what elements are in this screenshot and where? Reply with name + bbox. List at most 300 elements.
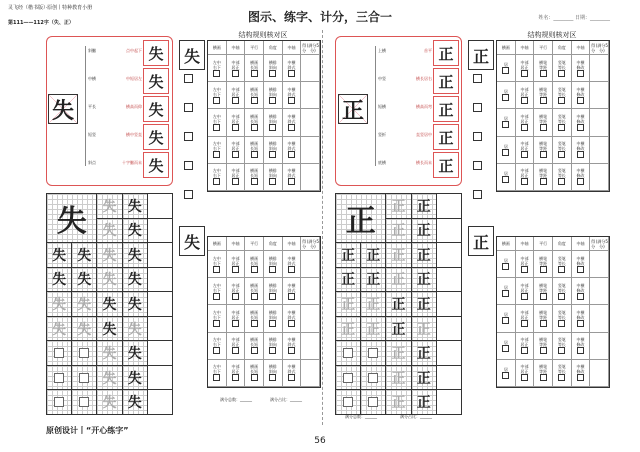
table-cell[interactable]: 左中 右下 (208, 360, 227, 387)
table-cell[interactable]: 中横 斜式 (283, 55, 302, 82)
checkbox[interactable] (232, 97, 239, 104)
practice-cell[interactable] (437, 341, 461, 365)
practice-cell[interactable]: 失 (123, 366, 147, 390)
table-cell[interactable]: 居 (497, 82, 516, 109)
table-cell[interactable]: 中部 居正 (227, 251, 246, 278)
table-cell[interactable]: 左中 右下 (208, 333, 227, 360)
checkbox[interactable] (502, 345, 509, 352)
practice-cell[interactable]: 失 (97, 341, 121, 365)
checkbox[interactable] (288, 70, 295, 77)
table-cell[interactable]: 竖笔 等长 (553, 251, 572, 278)
practice-cell[interactable]: 正 (386, 219, 410, 243)
tick-box[interactable] (184, 161, 193, 170)
checkbox[interactable] (521, 374, 528, 381)
checkbox[interactable] (251, 320, 258, 327)
table-cell[interactable]: 左中 右下 (208, 278, 227, 305)
table-cell[interactable]: 竖笔 等长 (553, 278, 572, 305)
checkbox[interactable] (521, 124, 528, 131)
table-cell[interactable]: 横排 斜向 (264, 55, 283, 82)
checkbox[interactable] (521, 178, 528, 185)
tick-box[interactable] (473, 190, 482, 199)
table-cell[interactable]: 中部 居正 (227, 333, 246, 360)
checkbox[interactable] (558, 374, 565, 381)
practice-cell[interactable]: 正 (361, 243, 385, 267)
table-cell[interactable]: 中部 居正 (516, 278, 535, 305)
table-cell[interactable]: 横画 长短 (245, 360, 264, 387)
table-cell[interactable]: 中横 斜式 (283, 82, 302, 109)
table-cell[interactable]: 横画 长短 (245, 251, 264, 278)
checkbox[interactable] (540, 347, 547, 354)
tick-box[interactable] (473, 74, 482, 83)
practice-cell[interactable]: 失 (97, 317, 121, 341)
table-cell[interactable]: 中横 斜式 (283, 278, 302, 305)
table-cell[interactable]: 中部 居正 (227, 278, 246, 305)
table-cell[interactable]: 横排 斜向 (264, 305, 283, 332)
practice-cell[interactable] (72, 341, 96, 365)
practice-cell[interactable]: 失 (97, 292, 121, 316)
table-cell[interactable]: 中横 修改 (572, 109, 591, 136)
practice-cell[interactable]: 失 (97, 219, 121, 243)
checkbox[interactable] (251, 266, 258, 273)
practice-cell[interactable] (148, 219, 172, 243)
practice-cell[interactable] (437, 390, 461, 414)
practice-cell[interactable]: 失 (72, 317, 96, 341)
practice-cell[interactable]: 正 (412, 366, 436, 390)
table-cell[interactable]: 左中 右下 (208, 164, 227, 191)
checkbox[interactable] (288, 374, 295, 381)
table-cell[interactable]: 横排 斜向 (264, 109, 283, 136)
checkbox[interactable] (269, 374, 276, 381)
practice-cell[interactable] (72, 390, 96, 414)
table-cell[interactable]: 横画 长短 (245, 109, 264, 136)
score-header: 得分 (满分5分) (301, 237, 320, 251)
checkbox[interactable] (502, 67, 509, 74)
practice-cell[interactable] (148, 268, 172, 292)
practice-cell[interactable] (148, 341, 172, 365)
checkbox[interactable] (213, 178, 220, 185)
practice-cell[interactable] (148, 317, 172, 341)
table-cell[interactable]: 横笔 等距 (534, 278, 553, 305)
example-char: 失 (143, 152, 169, 178)
tick-box[interactable] (473, 103, 482, 112)
table-cell[interactable]: 横笔 等距 (534, 82, 553, 109)
checkbox[interactable] (251, 97, 258, 104)
table-cell[interactable]: 横画 长短 (245, 55, 264, 82)
practice-cell[interactable] (148, 243, 172, 267)
table-cell[interactable]: 横排 斜向 (264, 333, 283, 360)
checkbox[interactable] (540, 178, 547, 185)
practice-cell[interactable]: 失 (123, 292, 147, 316)
table-cell[interactable]: 居 (497, 109, 516, 136)
checkbox[interactable] (540, 97, 547, 104)
checkbox[interactable] (558, 70, 565, 77)
checkbox[interactable] (502, 317, 509, 324)
table-cell[interactable]: 横画 长短 (245, 305, 264, 332)
table-cell[interactable]: 横画 长短 (245, 333, 264, 360)
table-cell (301, 55, 320, 82)
table-cell[interactable]: 竖笔 等长 (553, 55, 572, 82)
table-cell[interactable]: 中横 修改 (572, 137, 591, 164)
practice-cell[interactable]: 正 (386, 243, 410, 267)
practice-cell[interactable] (361, 366, 385, 390)
practice-cell[interactable] (437, 219, 461, 243)
checkbox[interactable] (577, 266, 584, 273)
table-cell[interactable]: 中横 修改 (572, 278, 591, 305)
table-cell[interactable]: 居 (497, 305, 516, 332)
table-cell[interactable]: 横排 斜向 (264, 251, 283, 278)
table-cell (301, 333, 320, 360)
practice-cell[interactable]: 失 (123, 219, 147, 243)
practice-cell[interactable]: 失 (47, 317, 71, 341)
checkbox[interactable] (269, 70, 276, 77)
table-cell[interactable]: 中横 斜式 (283, 251, 302, 278)
table-cell[interactable]: 中部 居正 (516, 360, 535, 387)
checkbox[interactable] (213, 320, 220, 327)
practice-cell[interactable] (148, 292, 172, 316)
checkbox[interactable] (558, 320, 565, 327)
table-cell[interactable]: 竖笔 等长 (553, 109, 572, 136)
table-cell[interactable]: 左中 右下 (208, 55, 227, 82)
practice-cell[interactable]: 失 (97, 366, 121, 390)
table-cell[interactable]: 竖笔 等长 (553, 305, 572, 332)
practice-cell[interactable] (437, 366, 461, 390)
table-cell[interactable]: 横笔 等距 (534, 360, 553, 387)
left-practice-grid[interactable] (46, 193, 173, 415)
checkbox[interactable] (558, 347, 565, 354)
checkbox[interactable] (232, 374, 239, 381)
checkbox[interactable] (521, 293, 528, 300)
table-cell[interactable]: 横画 长短 (245, 164, 264, 191)
practice-cell[interactable] (437, 243, 461, 267)
practice-cell[interactable] (72, 366, 96, 390)
checkbox[interactable] (558, 97, 565, 104)
table-cell[interactable]: 中横 斜式 (283, 360, 302, 387)
checkbox[interactable] (232, 266, 239, 273)
checkbox[interactable] (251, 293, 258, 300)
table-cell[interactable]: 中横 修改 (572, 82, 591, 109)
practice-cell[interactable]: 失 (47, 268, 71, 292)
checkbox[interactable] (251, 70, 258, 77)
table-cell[interactable]: 中部 居正 (516, 333, 535, 360)
practice-cell[interactable] (336, 366, 360, 390)
practice-cell[interactable] (47, 366, 71, 390)
checkbox[interactable] (251, 347, 258, 354)
checkbox[interactable] (288, 347, 295, 354)
practice-cell[interactable]: 正 (412, 219, 436, 243)
table-cell[interactable]: 竖笔 等长 (553, 333, 572, 360)
practice-cell[interactable] (361, 390, 385, 414)
table-cell[interactable]: 中横 修改 (572, 251, 591, 278)
table-cell[interactable]: 中横 斜式 (283, 164, 302, 191)
checkbox[interactable] (521, 266, 528, 273)
table-cell[interactable]: 横笔 等距 (534, 305, 553, 332)
checkbox[interactable] (577, 151, 584, 158)
checkbox[interactable] (521, 320, 528, 327)
table-cell[interactable]: 横排 斜向 (264, 82, 283, 109)
table-cell[interactable]: 中部 居正 (516, 82, 535, 109)
practice-cell[interactable]: 正 (336, 292, 360, 316)
checkbox[interactable] (288, 124, 295, 131)
checkbox[interactable] (232, 70, 239, 77)
table-cell[interactable]: 中部 居正 (516, 164, 535, 191)
practice-cell[interactable] (336, 390, 360, 414)
checkbox[interactable] (540, 266, 547, 273)
checkbox[interactable] (502, 263, 509, 270)
table-cell[interactable]: 横排 斜向 (264, 164, 283, 191)
practice-cell[interactable]: 失 (123, 341, 147, 365)
practice-cell[interactable]: 失 (97, 390, 121, 414)
table-cell[interactable]: 中横 修改 (572, 333, 591, 360)
table-cell[interactable]: 横画 长短 (245, 82, 264, 109)
right-main-char: 正 (338, 94, 368, 124)
table-cell[interactable]: 中部 居正 (516, 109, 535, 136)
checkbox[interactable] (213, 70, 220, 77)
practice-cell[interactable]: 失 (123, 390, 147, 414)
checkbox[interactable] (251, 151, 258, 158)
practice-cell[interactable]: 失 (97, 243, 121, 267)
checkbox[interactable] (577, 97, 584, 104)
checkbox[interactable] (558, 124, 565, 131)
practice-cell[interactable] (47, 390, 71, 414)
tick-box[interactable] (184, 132, 193, 141)
checkbox[interactable] (558, 151, 565, 158)
checkbox[interactable] (269, 266, 276, 273)
checkbox[interactable] (502, 176, 509, 183)
practice-cell[interactable] (336, 341, 360, 365)
practice-cell[interactable]: 正 (336, 243, 360, 267)
checkbox[interactable] (288, 151, 295, 158)
table-cell[interactable]: 横笔 等距 (534, 333, 553, 360)
checkbox[interactable] (251, 124, 258, 131)
practice-cell[interactable]: 正 (361, 268, 385, 292)
table-cell[interactable]: 横笔 等距 (534, 55, 553, 82)
checkbox[interactable] (269, 151, 276, 158)
practice-cell[interactable]: 正 (386, 317, 410, 341)
checkbox[interactable] (540, 320, 547, 327)
table-cell[interactable]: 横笔 等距 (534, 251, 553, 278)
checkbox[interactable] (213, 124, 220, 131)
tick-box[interactable] (473, 161, 482, 170)
practice-cell[interactable] (148, 390, 172, 414)
checkbox[interactable] (521, 347, 528, 354)
table-cell[interactable]: 横排 斜向 (264, 278, 283, 305)
checkbox[interactable] (213, 293, 220, 300)
tick-box[interactable] (184, 74, 193, 83)
table-cell[interactable]: 中部 居正 (516, 137, 535, 164)
practice-cell[interactable]: 失 (97, 194, 121, 218)
table-cell[interactable]: 横画 长短 (245, 278, 264, 305)
checkbox[interactable] (502, 94, 509, 101)
checkbox[interactable] (232, 347, 239, 354)
practice-cell[interactable] (47, 341, 71, 365)
checkbox[interactable] (251, 374, 258, 381)
table-cell[interactable]: 左中 右下 (208, 82, 227, 109)
table-cell[interactable]: 中横 斜式 (283, 137, 302, 164)
tree-row: 底横 横长而末 (378, 160, 432, 165)
checkbox[interactable] (232, 320, 239, 327)
checkbox[interactable] (232, 124, 239, 131)
practice-cell[interactable]: 失 (123, 243, 147, 267)
practice-cell[interactable]: 正 (412, 268, 436, 292)
practice-cell[interactable]: 失 (123, 268, 147, 292)
checkbox[interactable] (558, 266, 565, 273)
checkbox[interactable] (558, 178, 565, 185)
practice-cell[interactable] (437, 268, 461, 292)
table-cell[interactable]: 居 (497, 164, 516, 191)
table-cell[interactable]: 中横 修改 (572, 164, 591, 191)
table-cell[interactable]: 居 (497, 278, 516, 305)
practice-cell[interactable]: 正 (361, 317, 385, 341)
practice-cell[interactable]: 正 (361, 292, 385, 316)
practice-cell[interactable]: 正 (412, 292, 436, 316)
table-cell[interactable]: 居 (497, 333, 516, 360)
checkbox[interactable] (577, 178, 584, 185)
table-cell[interactable]: 横笔 等距 (534, 137, 553, 164)
checkbox[interactable] (269, 320, 276, 327)
checkbox[interactable] (288, 266, 295, 273)
table-cell[interactable]: 中横 修改 (572, 55, 591, 82)
practice-cell[interactable]: 失 (97, 268, 121, 292)
checkbox[interactable] (521, 151, 528, 158)
practice-cell[interactable]: 失 (72, 268, 96, 292)
checkbox[interactable] (269, 347, 276, 354)
checkbox[interactable] (502, 290, 509, 297)
right-practice-grid[interactable] (335, 193, 462, 415)
tick-box[interactable] (473, 132, 482, 141)
table-cell[interactable]: 中部 居正 (227, 109, 246, 136)
checkbox[interactable] (577, 293, 584, 300)
tick-box[interactable] (184, 103, 193, 112)
table-cell[interactable]: 左中 右下 (208, 109, 227, 136)
checkbox[interactable] (540, 374, 547, 381)
table-cell[interactable]: 中部 居正 (227, 360, 246, 387)
table-cell[interactable]: 竖笔 等长 (553, 137, 572, 164)
practice-cell[interactable] (437, 317, 461, 341)
practice-cell[interactable]: 失 (47, 292, 71, 316)
table-cell[interactable]: 中部 居正 (227, 82, 246, 109)
table-cell[interactable]: 中横 修改 (572, 360, 591, 387)
table-cell[interactable]: 竖笔 等长 (553, 360, 572, 387)
table-cell[interactable]: 横排 斜向 (264, 137, 283, 164)
checkbox[interactable] (232, 151, 239, 158)
practice-cell[interactable] (437, 292, 461, 316)
practice-cell[interactable]: 正 (336, 317, 360, 341)
table-cell[interactable]: 中部 居正 (516, 55, 535, 82)
table-cell[interactable]: 中横 斜式 (283, 305, 302, 332)
practice-cell[interactable] (148, 366, 172, 390)
table-cell[interactable]: 居 (497, 251, 516, 278)
checkbox[interactable] (269, 293, 276, 300)
practice-cell[interactable]: 正 (386, 194, 410, 218)
checkbox[interactable] (288, 320, 295, 327)
table-cell[interactable]: 居 (497, 137, 516, 164)
checkbox[interactable] (251, 178, 258, 185)
practice-cell[interactable]: 失 (47, 243, 71, 267)
table-cell[interactable]: 横笔 等距 (534, 164, 553, 191)
table-cell[interactable]: 左中 右下 (208, 305, 227, 332)
checkbox[interactable] (269, 124, 276, 131)
checkbox[interactable] (540, 124, 547, 131)
practice-cell[interactable]: 正 (386, 390, 410, 414)
table-cell[interactable]: 横画 长短 (245, 137, 264, 164)
table-cell[interactable]: 中部 居正 (227, 164, 246, 191)
practice-cell[interactable]: 失 (123, 194, 147, 218)
table-cell[interactable]: 中横 修改 (572, 305, 591, 332)
checkbox[interactable] (232, 293, 239, 300)
table-cell[interactable]: 竖笔 等长 (553, 82, 572, 109)
checkbox[interactable] (558, 293, 565, 300)
table-cell[interactable]: 居 (497, 55, 516, 82)
table-cell[interactable]: 竖笔 等长 (553, 164, 572, 191)
checkbox[interactable] (213, 151, 220, 158)
table-cell[interactable]: 中横 斜式 (283, 109, 302, 136)
checkbox[interactable] (213, 266, 220, 273)
table-cell[interactable]: 左中 右下 (208, 137, 227, 164)
practice-cell[interactable]: 正 (412, 341, 436, 365)
checkbox[interactable] (269, 178, 276, 185)
tick-box[interactable] (184, 190, 193, 199)
practice-cell[interactable]: 失 (72, 243, 96, 267)
practice-cell[interactable]: 正 (412, 317, 436, 341)
table-cell[interactable]: 横排 斜向 (264, 360, 283, 387)
practice-cell[interactable]: 正 (386, 268, 410, 292)
practice-cell[interactable] (361, 341, 385, 365)
table-cell[interactable]: 左中 右下 (208, 251, 227, 278)
checkbox[interactable] (521, 97, 528, 104)
practice-cell[interactable]: 正 (336, 268, 360, 292)
table-cell[interactable]: 中部 居正 (227, 305, 246, 332)
practice-cell[interactable]: 失 (123, 317, 147, 341)
checkbox[interactable] (213, 97, 220, 104)
checkbox[interactable] (213, 347, 220, 354)
table-cell[interactable]: 中部 居正 (227, 137, 246, 164)
checkbox[interactable] (502, 149, 509, 156)
table-cell[interactable]: 中部 居正 (516, 305, 535, 332)
checkbox[interactable] (540, 293, 547, 300)
practice-cell[interactable]: 正 (386, 292, 410, 316)
checkbox[interactable] (577, 347, 584, 354)
practice-cell[interactable]: 正 (386, 366, 410, 390)
checkbox[interactable] (288, 97, 295, 104)
checkbox[interactable] (577, 374, 584, 381)
table-cell[interactable]: 居 (497, 360, 516, 387)
checkbox[interactable] (288, 178, 295, 185)
checkbox[interactable] (288, 293, 295, 300)
table-cell[interactable]: 中部 居正 (516, 251, 535, 278)
practice-cell[interactable]: 正 (386, 341, 410, 365)
table-cell[interactable]: 中部 居正 (227, 55, 246, 82)
practice-cell[interactable] (437, 194, 461, 218)
checkbox[interactable] (232, 178, 239, 185)
checkbox[interactable] (502, 372, 509, 379)
table-cell[interactable]: 中横 斜式 (283, 333, 302, 360)
practice-cell[interactable]: 正 (412, 390, 436, 414)
table-cell[interactable]: 横笔 等距 (534, 109, 553, 136)
practice-cell[interactable]: 失 (72, 292, 96, 316)
practice-cell[interactable] (148, 194, 172, 218)
checkbox[interactable] (540, 70, 547, 77)
checkbox[interactable] (213, 374, 220, 381)
checkbox[interactable] (521, 70, 528, 77)
checkbox[interactable] (577, 124, 584, 131)
checkbox[interactable] (269, 97, 276, 104)
practice-cell[interactable]: 正 (412, 194, 436, 218)
practice-cell[interactable]: 正 (412, 243, 436, 267)
checkbox[interactable] (540, 151, 547, 158)
checkbox[interactable] (502, 121, 509, 128)
checkbox[interactable] (577, 320, 584, 327)
checkbox[interactable] (577, 70, 584, 77)
